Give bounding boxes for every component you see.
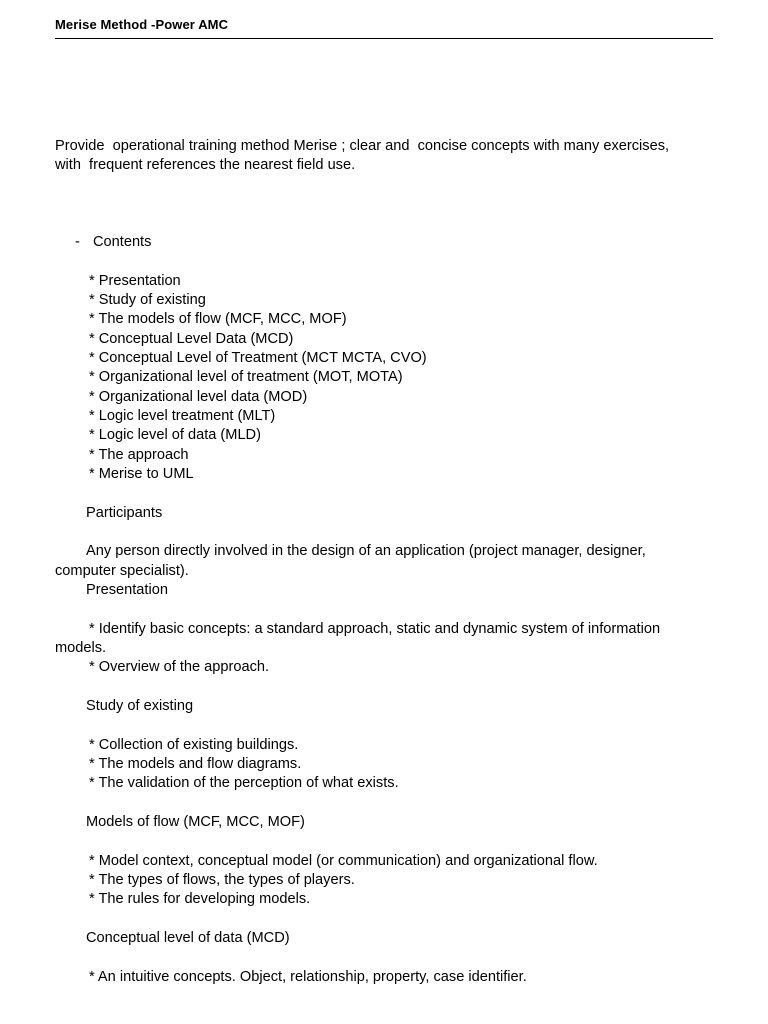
- list-item: * Logic level treatment (MLT): [89, 408, 276, 424]
- list-item: * Merise to UML: [89, 466, 194, 482]
- list-item: * The approach: [89, 447, 189, 463]
- list-item: * Conceptual Level Data (MCD): [89, 331, 294, 347]
- study-heading: Study of existing: [86, 698, 194, 714]
- list-item: * The rules for developing models.: [89, 891, 311, 907]
- list-item: * Model context, conceptual model (or communication) and organizational flow.: [89, 853, 598, 869]
- list-item: * The models and flow diagrams.: [89, 756, 302, 772]
- list-item: * Presentation: [89, 273, 181, 289]
- list-item: * Conceptual Level of Treatment (MCT MCTA, CVO): [89, 350, 427, 366]
- participants-text-line-1: Any person directly involved in the design of an application (project manager, designer,: [86, 543, 646, 559]
- models-flow-heading: Models of flow (MCF, MCC, MOF): [86, 814, 305, 830]
- presentation-item-1-line-2: models.: [55, 640, 107, 656]
- participants-heading: Participants: [86, 505, 163, 521]
- page-header: [55, 16, 713, 39]
- intro-line-1: Provide operational training method Merise ; clear and concise concepts with many exercises,: [55, 138, 670, 154]
- list-item: * Organizational level data (MOD): [89, 389, 308, 405]
- list-item: * An intuitive concepts. Object, relationship, property, case identifier.: [89, 969, 527, 985]
- intro-line-2: with frequent references the nearest field use.: [55, 157, 356, 173]
- list-item: * Collection of existing buildings.: [89, 737, 299, 753]
- list-item: * The types of flows, the types of players.: [89, 872, 355, 888]
- contents-heading: Contents: [93, 234, 152, 250]
- list-item: * The validation of the perception of what exists.: [89, 775, 399, 791]
- list-item: * The models of flow (MCF, MCC, MOF): [89, 311, 347, 327]
- list-item: * Organizational level of treatment (MOT, MOTA): [89, 369, 403, 385]
- mcd-heading: Conceptual level of data (MCD): [86, 930, 290, 946]
- presentation-item-1-line-1: * Identify basic concepts: a standard approach, static and dynamic system of information: [89, 621, 661, 637]
- list-item: * Logic level of data (MLD): [89, 427, 261, 443]
- contents-dash: -: [75, 234, 80, 250]
- presentation-heading: Presentation: [86, 582, 168, 598]
- list-item: * Study of existing: [89, 292, 206, 308]
- presentation-item-2: * Overview of the approach.: [89, 659, 270, 675]
- participants-text-line-2: computer specialist).: [55, 563, 189, 579]
- header-title: Merise Method -Power AMC: [55, 17, 229, 32]
